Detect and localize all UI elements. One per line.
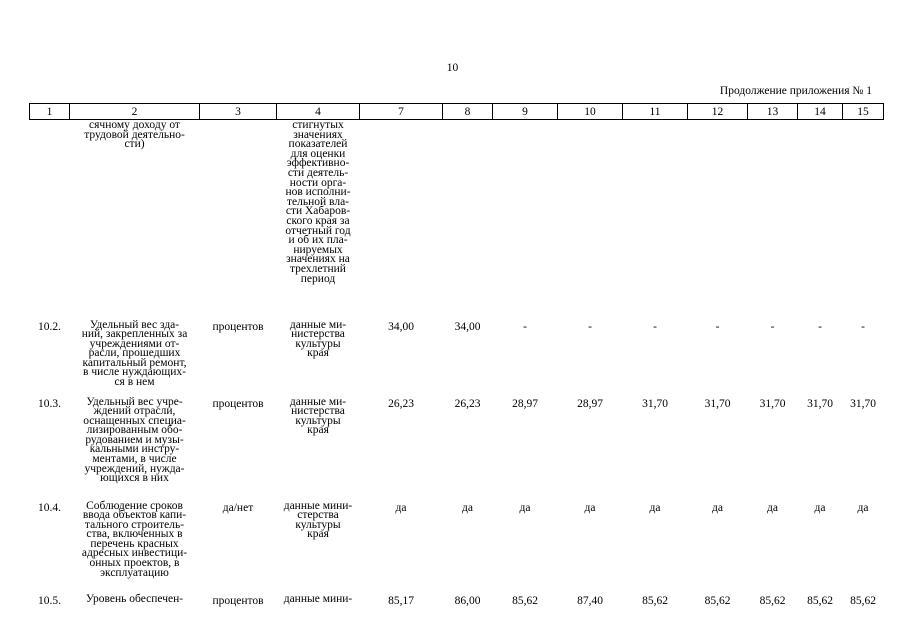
value-cell: 85,62 (850, 594, 876, 607)
indicator-name-line: расли, прошедших (88, 347, 181, 360)
value-cell (623, 120, 688, 321)
data-source-line: отчетный год (285, 224, 351, 237)
data-source-line: данные ми- (289, 318, 347, 331)
value-cell: 86,00 (454, 594, 481, 607)
column-header: 2 (70, 104, 200, 120)
data-source-line: данные мини- (283, 499, 353, 512)
data-source-line: нистерства (291, 328, 345, 341)
data-source-line: и об их пла- (288, 234, 348, 247)
data-source-line: культуры (295, 337, 341, 350)
value-cell: да (462, 501, 473, 514)
data-source-line: данные ми- (289, 395, 347, 408)
value-cell: 31,70 (704, 397, 731, 410)
data-source-line: тельной вла- (287, 195, 349, 208)
data-source-line: сти деятель- (287, 166, 349, 179)
column-header: 8 (443, 104, 493, 120)
value-cell: 26,23 (388, 397, 414, 410)
indicator-name-line: перечень красных (90, 537, 179, 550)
indicator-name (70, 592, 200, 625)
column-header: 10 (558, 104, 623, 120)
continuation-label: Продолжение приложения № 1 (719, 85, 872, 97)
value-cell: да (519, 501, 531, 514)
indicator-name-line: сячному доходу от (89, 119, 180, 131)
indicator-name (70, 318, 200, 398)
value-cell: да (584, 501, 596, 514)
value-cell: 85,62 (512, 594, 538, 607)
value-cell: 87,40 (577, 594, 603, 607)
value-cell: 31,70 (642, 397, 668, 410)
row-number: 10.3. (38, 397, 61, 410)
value-cell: 85,62 (759, 594, 786, 607)
table-row (30, 595, 884, 625)
unit-cell (200, 120, 277, 321)
value-cell: 31,70 (850, 397, 876, 410)
value-cell: - (653, 320, 657, 333)
indicator-name-line: кальными инстру- (89, 443, 180, 456)
value-cell: 85,62 (807, 594, 833, 607)
data-source (277, 318, 360, 398)
data-source-line: для оценки (290, 147, 346, 160)
value-cell: да (767, 501, 778, 514)
indicators-table (29, 103, 884, 625)
indicator-name-line: Удельный вес зда- (89, 318, 180, 331)
data-source-line: культуры (295, 414, 341, 427)
value-cell (493, 120, 558, 321)
value-cell: - (818, 320, 822, 333)
value-cell: 26,23 (454, 397, 481, 410)
value-cell: - (861, 320, 865, 333)
indicator-name-line: тального строитель- (84, 518, 185, 531)
data-source-line: культуры (295, 518, 341, 531)
data-source-line: значениях (293, 128, 343, 141)
indicator-name-line: онных проектов, в (89, 557, 180, 570)
indicator-name-line: рудованием и музы- (85, 433, 184, 446)
value-cell: 85,62 (642, 594, 668, 607)
value-cell: да (395, 501, 407, 514)
table-row (30, 398, 884, 502)
data-source (277, 499, 360, 595)
indicator-name-line: адресных инвестици- (81, 547, 188, 560)
column-header: 13 (748, 104, 798, 120)
data-source-line: края (307, 528, 329, 541)
indicator-name-line: ждений отрасли, (93, 405, 176, 418)
indicator-name-line: учреждений, нужда- (84, 462, 185, 475)
indicator-name (70, 499, 200, 595)
table-header-row (30, 104, 884, 120)
data-source-line: нов исполни- (285, 186, 351, 199)
indicator-name-line: трудовой деятельно- (84, 128, 185, 141)
unit-cell: процентов (212, 397, 264, 410)
data-source-line: стигнутых (292, 119, 344, 131)
value-cell: да (814, 501, 826, 514)
data-source-line: края (307, 424, 329, 437)
indicator-name-line: сти) (124, 138, 145, 151)
indicator-name-line: ющихся в них (100, 472, 169, 485)
indicator-name-line: ства, включенных в (86, 528, 183, 541)
data-source-line: данные мини- (283, 592, 353, 605)
value-cell: 85,17 (388, 594, 414, 607)
data-source-line: стерства (297, 509, 339, 522)
data-source (277, 395, 360, 502)
data-source-line: нистерства (291, 405, 345, 418)
data-source-line: края (307, 347, 329, 360)
value-cell: 28,97 (512, 397, 538, 410)
value-cell: да (649, 501, 661, 514)
data-source-line: нируемых (293, 243, 343, 256)
indicator-name (70, 395, 200, 502)
table-row (30, 502, 884, 595)
row-number: 10.2. (38, 320, 61, 333)
indicator-name-line: Уровень обеспечен- (85, 592, 184, 605)
data-source-line: сти Хабаров- (285, 205, 351, 218)
indicator-name-line: капитальный ремонт, (82, 356, 187, 369)
indicator-name-line: в числе нуждающих- (83, 366, 186, 379)
value-cell (443, 120, 493, 321)
data-source-line: трехлетний (290, 262, 346, 275)
indicator-name-line: оснащенных специа- (83, 414, 186, 427)
column-header: 11 (623, 104, 688, 120)
value-cell (558, 120, 623, 321)
indicator-name-line: Удельный вес учре- (86, 395, 183, 408)
indicator-name-line: эксплуатацию (100, 566, 169, 579)
value-cell: - (715, 320, 720, 333)
column-header: 4 (277, 104, 360, 120)
value-cell: 34,00 (454, 320, 481, 333)
page-number: 10 (446, 62, 459, 74)
unit-cell: процентов (212, 320, 264, 333)
data-source-line: период (300, 272, 336, 285)
indicator-name-line: Соблюдение сроков (86, 499, 183, 512)
indicator-name-line: ся в нем (114, 376, 155, 389)
indicator-name-line: учреждениями от- (89, 337, 180, 350)
value-cell: да (712, 501, 723, 514)
value-cell (360, 120, 443, 321)
row-number: 10.5. (38, 594, 61, 607)
column-header: 12 (688, 104, 748, 120)
value-cell (748, 120, 798, 321)
row-number: 10.4. (38, 501, 61, 514)
row-number (30, 120, 70, 321)
data-source-line: ского края за (286, 214, 350, 227)
unit-cell: да/нет (222, 501, 254, 514)
indicator-name (70, 120, 200, 321)
value-cell: - (588, 320, 592, 333)
value-cell: 31,70 (759, 397, 786, 410)
indicator-name-line: ний, закрепленных за (81, 328, 188, 341)
data-source-line: значениях на (286, 253, 350, 266)
unit-cell: процентов (212, 594, 264, 607)
value-cell: 34,00 (388, 320, 414, 333)
data-source-line: эффективно- (286, 157, 350, 170)
value-cell: да (857, 501, 869, 514)
value-cell (798, 120, 843, 321)
value-cell: - (523, 320, 527, 333)
column-header: 3 (200, 104, 277, 120)
column-header: 15 (843, 104, 884, 120)
value-cell (688, 120, 748, 321)
indicator-name-line: ментами, в числе (92, 453, 177, 466)
value-cell: 31,70 (807, 397, 833, 410)
data-source-line: ности орга- (289, 176, 347, 189)
column-header: 9 (493, 104, 558, 120)
data-source (277, 120, 360, 321)
column-header: 7 (360, 104, 443, 120)
table-row (30, 120, 884, 321)
value-cell (843, 120, 884, 321)
indicator-name-line: лизированным обо- (86, 424, 183, 437)
data-source-line: показателей (288, 138, 348, 151)
column-header: 1 (30, 104, 70, 120)
value-cell: - (770, 320, 775, 333)
table-row (30, 321, 884, 398)
value-cell: 85,62 (704, 594, 731, 607)
data-source (277, 592, 360, 625)
value-cell: 28,97 (577, 397, 603, 410)
indicator-name-line: ввода объектов капи- (82, 509, 187, 522)
column-header: 14 (798, 104, 843, 120)
